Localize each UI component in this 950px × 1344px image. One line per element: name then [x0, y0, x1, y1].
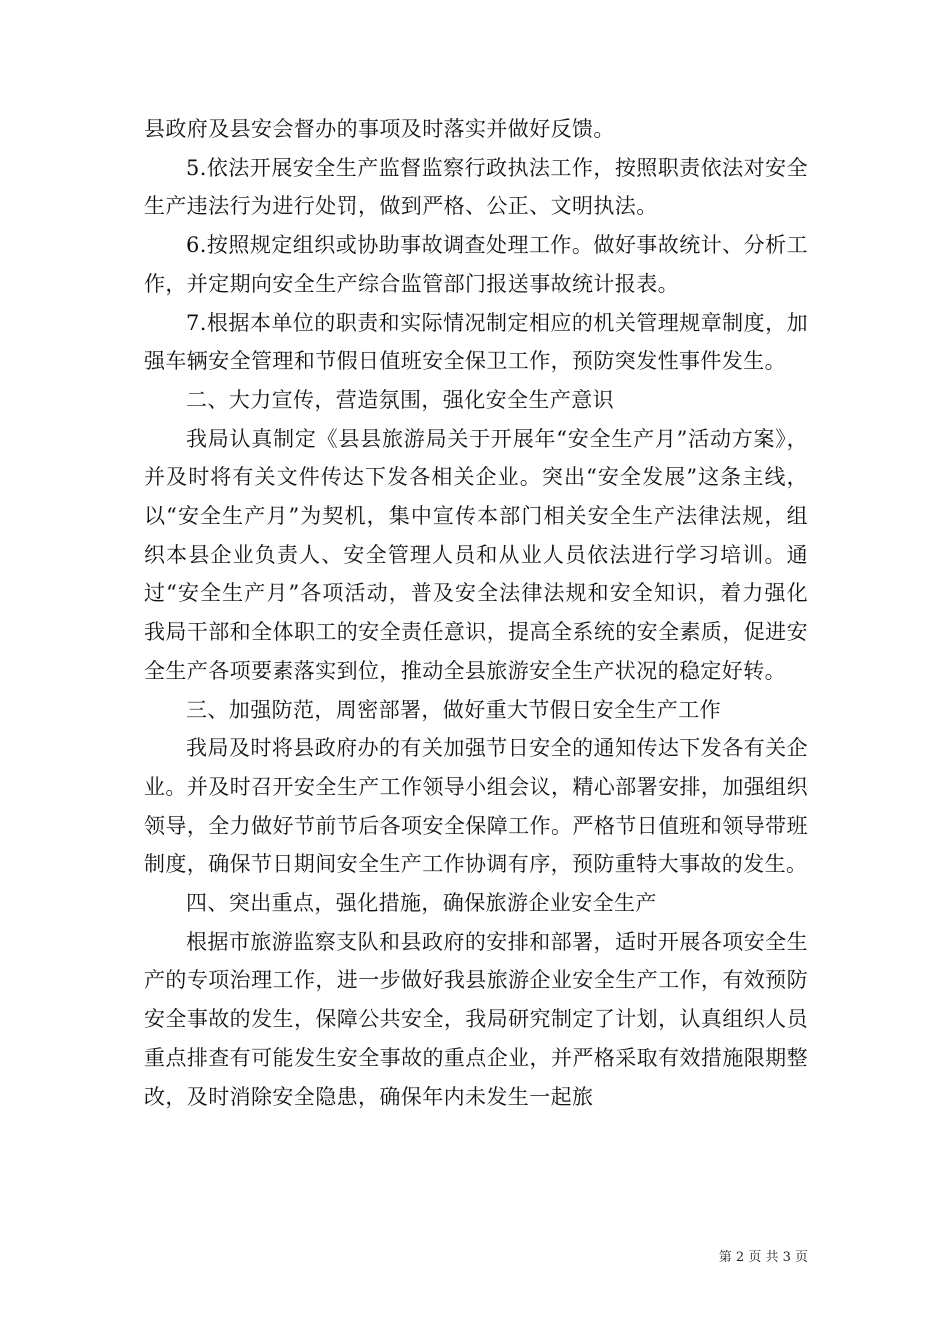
paragraph-5: 我局认真制定《县县旅游局关于开展年“安全生产月”活动方案》，并及时将有关文件传达下发各相关企业。突出“安全发展”这条主线，以“安全生产月”为契机，集中宣传本部门相关安全生产法律法规，组织本县企业负责人、安全管理人员和从业人员依法进行学习培训。通过“安全生产月”各项活动，普及安全法律法规和安全知识，着力强化我局干部和全体职工的安全责任意识，提高全系统的安全素质，促进安全生产各项要素落实到位，推动全县旅游安全生产状况的稳定好转。	[144, 426, 808, 683]
section-heading-2: 二、大力宣传，营造氛围，强化安全生产意识	[186, 387, 614, 412]
paragraph-3: 6.按照规定组织或协助事故调查处理工作。做好事故统计、分析工作，并定期向安全生产综合监管部门报送事故统计报表。	[144, 233, 808, 296]
paragraph-4: 7.根据本单位的职责和实际情况制定相应的机关管理规章制度，加强车辆安全管理和节假日值班安全保卫工作，预防突发性事件发生。	[144, 310, 808, 374]
paragraph-7: 根据市旅游监察支队和县政府的安排和部署，适时开展各项安全生产的专项治理工作，进一步做好我县旅游企业安全生产工作，有效预防安全事故的发生，保障公共安全，我局研究制定了计划，认真组织人员重点排查有可能发生安全事故的重点企业，并严格采取有效措施限期整改，及时消除安全隐患，确保年内未发生一起旅	[144, 929, 808, 1109]
page-number: 第 2 页 共 3 页	[718, 1250, 808, 1265]
section-heading-4: 四、突出重点，强化措施，确保旅游企业安全生产	[186, 891, 657, 916]
section-heading-3: 三、加强防范，周密部署，做好重大节假日安全生产工作	[186, 697, 721, 722]
paragraph-2: 5.依法开展安全生产监督监察行政执法工作，按照职责依法对安全生产违法行为进行处罚，做到严格、公正、文明执法。	[144, 155, 808, 219]
document-body	[144, 110, 808, 1116]
paragraph-6: 我局及时将县政府办的有关加强节日安全的通知传达下发各有关企业。并及时召开安全生产工作领导小组会议，精心部署安排，加强组织领导，全力做好节前节后各项安全保障工作。严格节日值班和领导带班制度，确保节日期间安全生产工作协调有序，预防重特大事故的发生。	[144, 736, 808, 877]
paragraph-1: 县政府及县安会督办的事项及时落实并做好反馈。	[144, 117, 615, 141]
